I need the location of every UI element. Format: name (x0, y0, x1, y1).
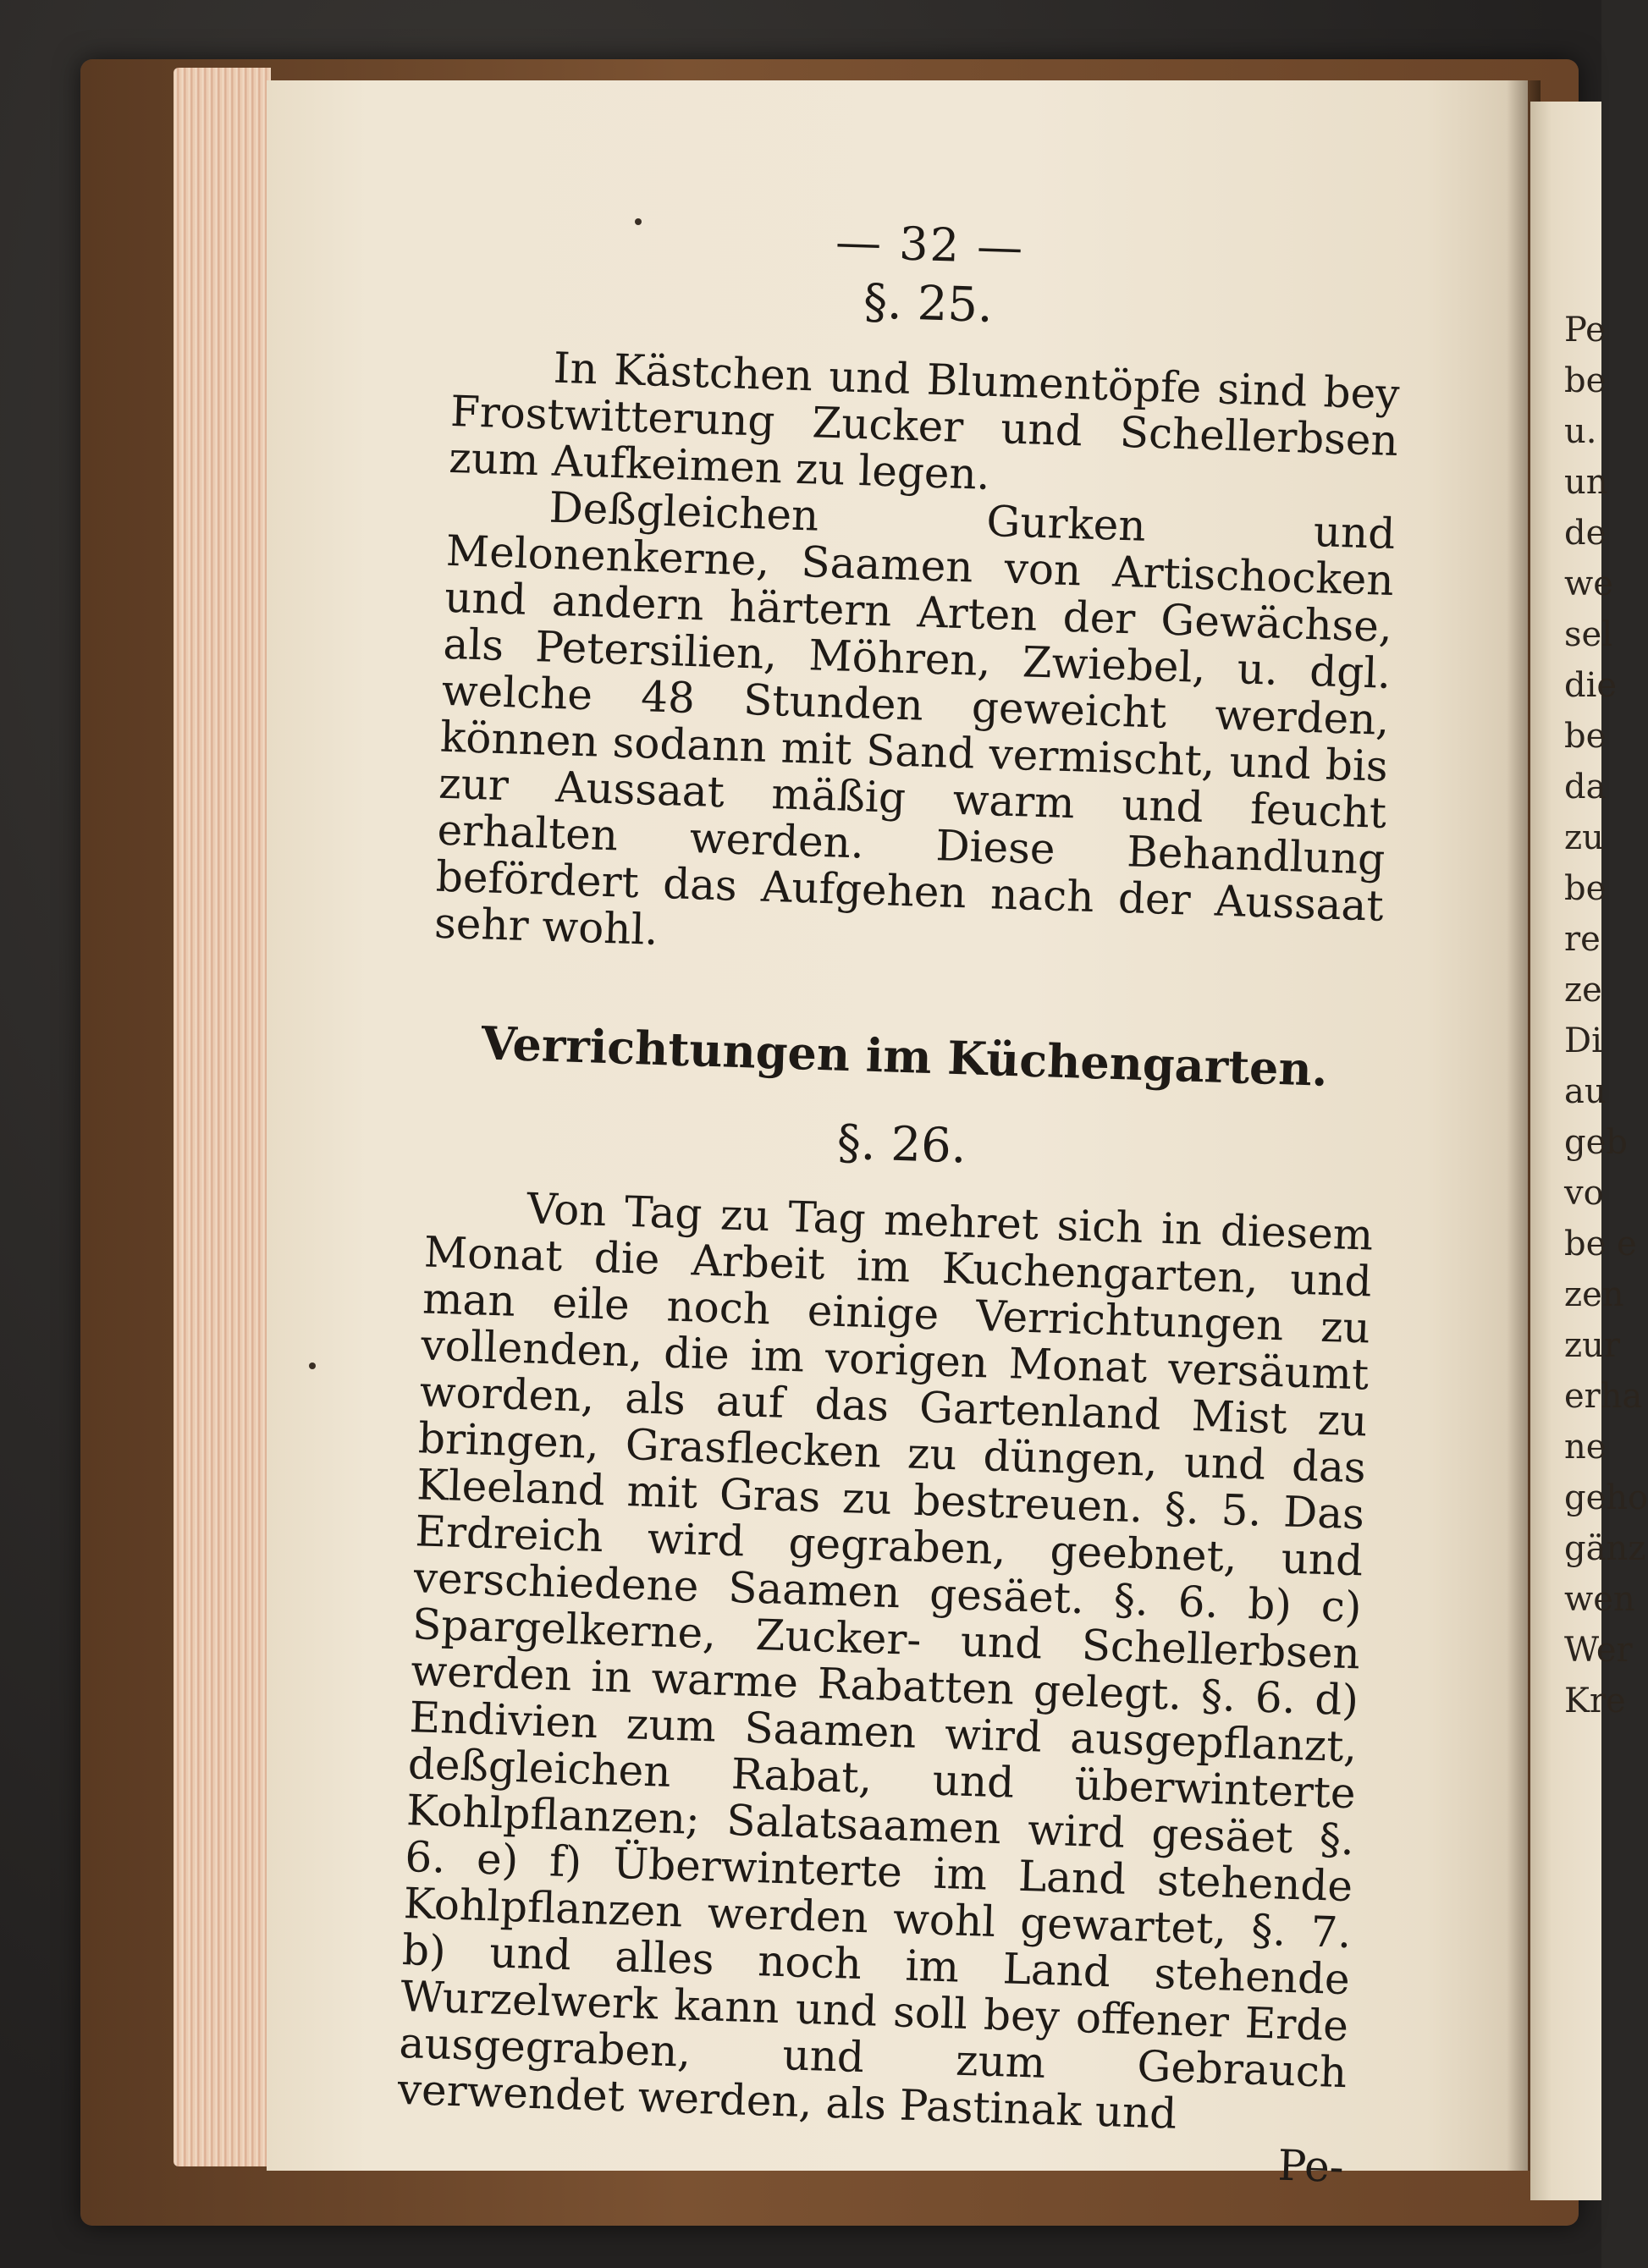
right-page-fragment: u. (1564, 412, 1597, 451)
page-edges (174, 68, 271, 2166)
right-page-fragment: zur (1564, 1326, 1620, 1365)
right-page-fragment: erha (1564, 1377, 1643, 1416)
ink-dot (635, 218, 642, 225)
right-page-fragment: wen (1564, 1580, 1635, 1619)
right-page-fragment: geb (1564, 1123, 1628, 1162)
right-page-fragment: sel (1564, 615, 1612, 654)
right-page-margin-text (1564, 305, 1648, 1726)
right-page-fragment: be e (1564, 1225, 1637, 1263)
right-page-fragment: ne (1564, 1428, 1607, 1467)
right-page-fragment: be (1564, 361, 1607, 400)
right-page-fragment: Di (1564, 1021, 1602, 1060)
section-25-paragraph-1: In Kästchen und Blumentöpfe sind bey Frostwitterung Zucker und Schellerbsen zum Aufkeimen zu legen. (448, 343, 1401, 499)
right-page-fragment: gänz (1564, 1529, 1646, 1568)
right-page-fragment: Kre (1564, 1682, 1626, 1720)
right-page-fragment: un (1564, 463, 1608, 502)
section-26-title: §. 26. (835, 1115, 967, 1175)
section-26-paragraph-1: Von Tag zu Tag mehret sich in diesem Monat die Arbeit im Kuchengarten, und man eile noch einige Verrichtungen zu vollenden, die im vorigen Monat versäumt worden, als auf das Gartenland Mist zu bringen, Grasflecken zu düngen, und das Kleeland mit Gras zu bestreuen. §. 5. Das Erdreich wird gegraben, geebnet, und verschiedene Saamen gesäet. §. 6. b) c) Spargelkerne, Zucker- und Schellerbsen werden in warme Rabatten gelegt. §. 6. d) Endivien zum Saamen wird ausgepflanzt, deßgleichen Rabat, und überwinterte Kohlpflanzen; Salatsaamen wird gesäet §. 6. e) f) Überwinterte im Land stehende Kohlpflanzen werden wohl gewartet, §. 7. b) und alles noch im Land stehende Wurzelwerk kann und soll bey offener Erde ausgegraben, und zum Gebrauch verwendet werden, als Pastinak und (397, 1184, 1375, 2139)
ink-dot (309, 1362, 316, 1369)
section-heading: Verrichtungen im Küchengarten. (480, 1016, 1329, 1097)
page-text-block (395, 203, 1404, 2192)
page-number: — 32 — (835, 215, 1026, 275)
right-page-fragment: be (1564, 869, 1607, 908)
section-25-paragraph-2: Deßgleichen Gurken und Melonenkerne, Saamen von Artischocken und andern härtern Arten der Gewächse, als Petersilien, Möhren, Zwiebel, u. dgl. welche 48 Stunden geweicht werden, können sodann mit Sand vermischt, und bis zur Aussaat mäßig warm und feucht erhalten werden. Diese Behandlung befördert das Aufgehen nach der Aussaat sehr wohl. (433, 482, 1397, 955)
right-page-fragment: re (1564, 920, 1601, 959)
catchword: Pe- (1276, 2140, 1345, 2193)
right-page-fragment: da (1564, 768, 1607, 806)
right-page-fragment: de (1564, 514, 1607, 553)
right-page-fragment: au (1564, 1072, 1607, 1111)
right-page-fragment: die (1564, 666, 1618, 705)
right-page-fragment: Pe (1564, 311, 1606, 350)
right-page-fragment: geho (1564, 1478, 1648, 1517)
right-page-fragment: ze (1564, 971, 1602, 1010)
right-page-fragment: Wer (1564, 1631, 1633, 1670)
section-25-title: §. 25. (863, 274, 994, 333)
right-page-fragment: zu (1564, 818, 1604, 857)
right-page-fragment: vo (1564, 1174, 1604, 1213)
right-page-fragment: be (1564, 717, 1607, 756)
right-page-fragment: we (1564, 564, 1613, 603)
right-page-fragment: zen (1564, 1275, 1624, 1314)
